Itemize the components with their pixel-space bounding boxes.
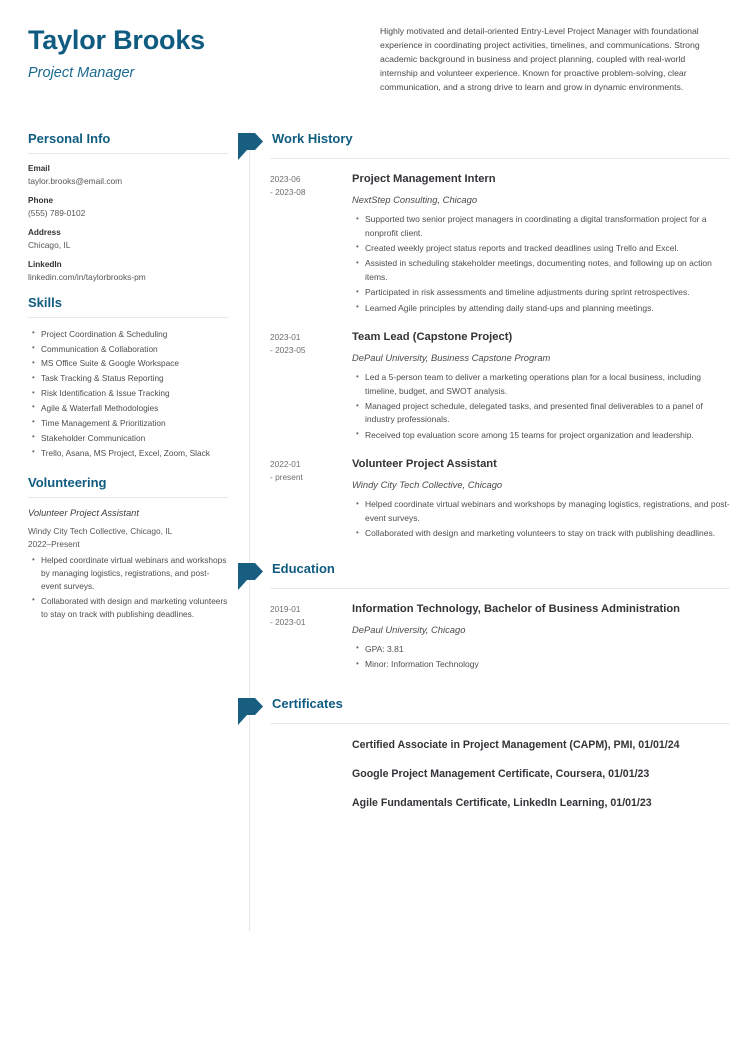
section-flag-icon xyxy=(238,698,264,729)
entry-title: Project Management Intern xyxy=(352,173,496,185)
certificate-entry xyxy=(238,782,730,811)
field-value: taylor.brooks@email.com xyxy=(28,176,123,186)
entry-bullet: • Managed project schedule, delegated tasks, and presented final deliverables to a panel of industry professionals. xyxy=(365,400,730,427)
skill-item: • Task Tracking & Status Reporting xyxy=(41,372,228,385)
entry-date-start: 2023-01 xyxy=(270,332,301,343)
section-work-history xyxy=(238,131,730,543)
skill-item: • Risk Identification & Issue Tracking xyxy=(41,387,228,400)
section-flag-icon xyxy=(238,133,264,164)
entry-title: Information Technology, Bachelor of Business Administration xyxy=(352,602,680,615)
skill-item: • Time Management & Prioritization xyxy=(41,417,228,430)
entry-body xyxy=(352,330,730,444)
candidate-role: Project Manager xyxy=(28,64,135,81)
personal-info-field xyxy=(28,196,228,219)
entry-bullet: • Supported two senior project managers in coordinating a digital transformation project for a nonprofit client. xyxy=(365,213,730,240)
entry-bullet: • Created weekly project status reports and tracked deadlines using Trello and Excel. xyxy=(365,242,730,255)
field-value: linkedin.com/in/taylorbrooks-pm xyxy=(28,271,146,282)
work-history-entries xyxy=(238,159,730,543)
volunteering-heading: Volunteering xyxy=(28,475,107,491)
personal-info-field xyxy=(28,260,228,283)
entry-organization: Windy City Tech Collective, Chicago xyxy=(352,479,503,491)
field-label: Address xyxy=(28,227,61,237)
entry-bullets xyxy=(352,213,730,315)
heading-rule xyxy=(28,153,228,154)
entry-bullet: • Assisted in scheduling stakeholder meetings, documenting notes, and following up on action items. xyxy=(365,257,730,284)
certificate-entry xyxy=(238,753,730,782)
skill-item: • Stakeholder Communication xyxy=(41,432,228,445)
experience-entry xyxy=(238,589,730,674)
certificate-entry xyxy=(238,724,730,753)
entry-bullet: • Participated in risk assessments and timeline adjustments during sprint retrospectives. xyxy=(365,286,730,299)
certificate-title: Certified Associate in Project Management (CAPM), PMI, 01/01/24 xyxy=(352,738,680,751)
certificate-title: Google Project Management Certificate, Coursera, 01/01/23 xyxy=(352,767,650,780)
work-history-heading: Work History xyxy=(272,131,353,146)
education-heading: Education xyxy=(272,560,335,576)
entry-bullets xyxy=(352,371,730,442)
entry-date-start: 2023-06 xyxy=(270,174,301,184)
field-label: Phone xyxy=(28,195,54,205)
field-label: Email xyxy=(28,164,50,173)
entry-organization: NextStep Consulting, Chicago xyxy=(352,194,478,206)
entry-title: Team Lead (Capstone Project) xyxy=(352,331,513,344)
certificates-entries xyxy=(238,724,730,812)
volunteering-dates: 2022–Present xyxy=(28,538,80,549)
entry-bullet: • Minor: Information Technology xyxy=(365,658,730,671)
entry-organization: DePaul University, Chicago xyxy=(352,623,466,635)
entry-dates xyxy=(270,602,352,674)
entry-bullets xyxy=(352,498,730,540)
right-column xyxy=(238,131,730,814)
entry-bullet: • GPA: 3.81 xyxy=(365,643,730,656)
entry-body xyxy=(352,457,730,542)
candidate-name: Taylor Brooks xyxy=(28,25,205,55)
volunteering-bullet: • Collaborated with design and marketing volunteers to stay on track with publishing deadlines. xyxy=(41,595,228,621)
field-label: LinkedIn xyxy=(28,259,62,269)
personal-info-heading: Personal Info xyxy=(28,131,111,146)
certificates-heading: Certificates xyxy=(272,695,343,711)
professional-summary: Highly motivated and detail-oriented Entry-Level Project Manager with foundational experience in coordinating project activities, timelines, and communications. Strong academic background in business and project planning, coupled with real-world internship and volunteer experience. Known for proactive problem-solving, clear communication, and a strong drive to learn and grow in dynamic environments. xyxy=(380,26,700,93)
certificate-date-spacer xyxy=(270,767,352,782)
skill-item: • Agile & Waterfall Methodologies xyxy=(41,402,228,415)
skill-item: • Communication & Collaboration xyxy=(41,343,228,356)
entry-date-end: - present xyxy=(270,472,303,483)
heading-rule xyxy=(28,497,228,498)
entry-dates xyxy=(270,172,352,317)
experience-entry xyxy=(238,159,730,317)
skill-item: • MS Office Suite & Google Workspace xyxy=(41,357,228,370)
entry-title: Volunteer Project Assistant xyxy=(352,458,497,471)
field-value: Chicago, IL xyxy=(28,239,71,250)
skill-item: • Project Coordination & Scheduling xyxy=(41,328,228,341)
section-flag-icon xyxy=(238,563,264,594)
personal-info-field xyxy=(28,228,228,251)
education-entries xyxy=(238,589,730,674)
resume-header xyxy=(28,26,358,82)
entry-bullet: • Led a 5-person team to deliver a marketing operations plan for a local business, including timeline, budget, and SWOT analysis. xyxy=(365,371,730,398)
entry-bullet: • Received top evaluation score among 15 teams for project organization and leadership. xyxy=(365,429,730,442)
entry-bullet: • Collaborated with design and marketing volunteers to stay on track with publishing deadlines. xyxy=(365,527,730,540)
entry-bullets xyxy=(352,643,730,672)
entry-date-end: - 2023-01 xyxy=(270,616,306,627)
skills-heading: Skills xyxy=(28,294,62,310)
volunteering-title: Volunteer Project Assistant xyxy=(28,508,139,519)
experience-entry xyxy=(238,317,730,444)
experience-entry xyxy=(238,444,730,542)
volunteering-bullet: • Helped coordinate virtual webinars and workshops by managing logistics, registrations, and post-event surveys. xyxy=(41,554,228,593)
section-skills xyxy=(28,295,228,460)
personal-info-fields xyxy=(28,164,228,283)
entry-body xyxy=(352,172,730,317)
entry-dates xyxy=(270,330,352,444)
section-personal-info xyxy=(28,131,228,283)
entry-body xyxy=(352,602,730,674)
entry-organization: DePaul University, Business Capstone Program xyxy=(352,352,551,364)
field-value: (555) 789-0102 xyxy=(28,207,86,218)
skills-list xyxy=(28,328,228,460)
entry-date-end: - 2023-08 xyxy=(270,186,306,197)
certificate-date-spacer xyxy=(270,796,352,811)
personal-info-field xyxy=(28,164,228,187)
section-certificates xyxy=(238,696,730,812)
heading-rule xyxy=(28,317,228,318)
entry-bullet: • Helped coordinate virtual webinars and workshops by managing logistics, registrations, and post-event surveys. xyxy=(365,498,730,525)
volunteering-bullets xyxy=(28,554,228,620)
certificate-date-spacer xyxy=(270,738,352,753)
entry-date-start: 2019-01 xyxy=(270,603,301,614)
entry-dates xyxy=(270,457,352,542)
section-education xyxy=(238,561,730,674)
entry-date-start: 2022-01 xyxy=(270,459,301,470)
skill-item: • Trello, Asana, MS Project, Excel, Zoom, Slack xyxy=(41,447,228,460)
section-volunteering xyxy=(28,475,228,620)
entry-date-end: - 2023-05 xyxy=(270,344,306,355)
left-column xyxy=(28,131,228,625)
entry-bullet: • Learned Agile principles by attending daily stand-ups and planning meetings. xyxy=(365,302,730,315)
volunteering-org: Windy City Tech Collective, Chicago, IL xyxy=(28,526,173,537)
certificate-title: Agile Fundamentals Certificate, LinkedIn Learning, 01/01/23 xyxy=(352,797,652,810)
